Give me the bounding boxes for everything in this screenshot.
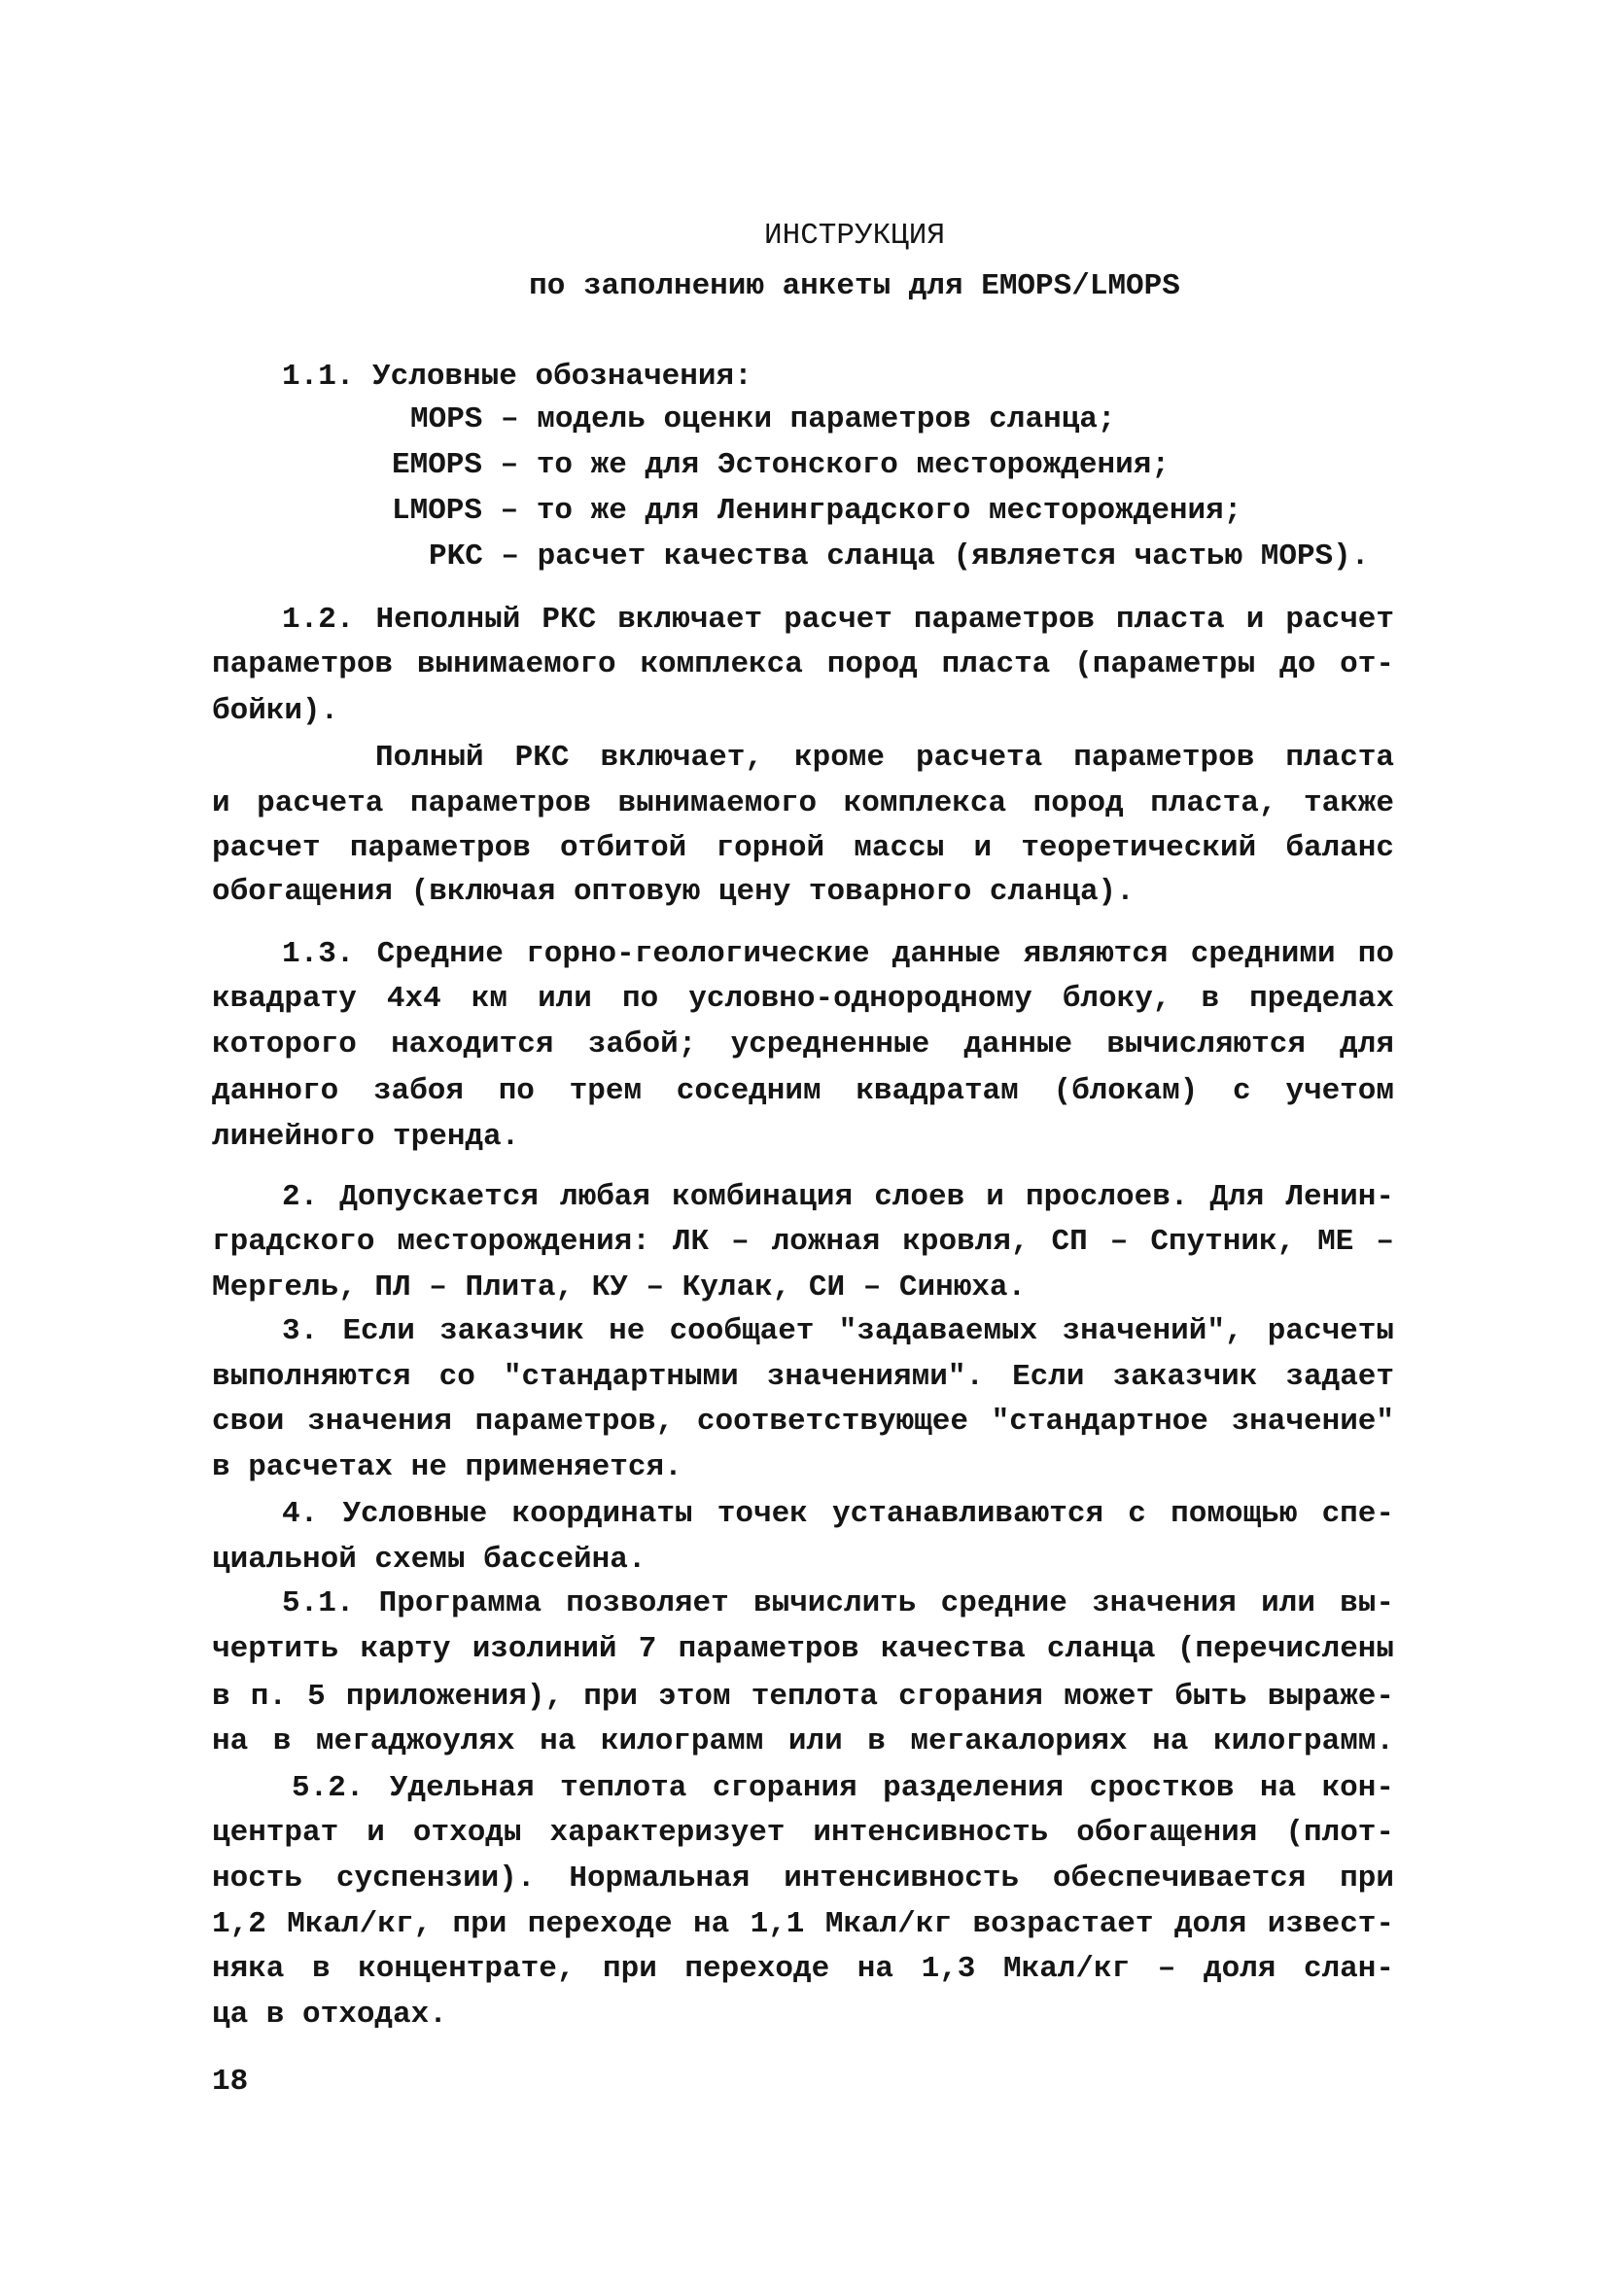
paragraph-line: обогащения (включая оптовую цену товарного сланца). [212,875,1135,909]
paragraph-line: Мергель, ПЛ – Плита, КУ – Кулак, СИ – Синюха. [212,1270,1027,1305]
paragraph-line: градского месторождения: ЛК – ложная кровля, СП – Спутник, МЕ – [212,1225,1394,1259]
paragraph-line: и расчета параметров вынимаемого комплекса пород пласта, также [212,786,1394,820]
paragraph-line: на в мегаджоулях на килограмм или в мегакалориях на килограмм. [212,1724,1394,1758]
paragraph-line: свои значения параметров, соответствующее "стандартное значение" [212,1405,1394,1439]
document-title: ИНСТРУКЦИЯ [763,219,946,253]
legend-item-pkc: PKC – расчет качества сланца (является частью MOPS). [429,539,1370,574]
paragraph-line: линейного тренда. [212,1120,520,1154]
paragraph-line: параметров вынимаемого комплекса пород пласта (параметры до от- [212,647,1394,681]
paragraph-line: данного забоя по трем соседним квадратам (блокам) с учетом [212,1074,1394,1108]
paragraph-line: Полный РКС включает, кроме расчета параметров пласта [375,741,1394,775]
legend-item-emops: EMOPS – то же для Эстонского месторождения; [392,448,1170,482]
legend-item-lmops: LMOPS – то же для Ленинградского месторождения; [392,494,1242,528]
paragraph-line: бойки). [212,694,339,728]
paragraph-line: в п. 5 приложения), при этом теплота сгорания может быть выраже- [212,1680,1394,1714]
paragraph-line: чертить карту изолиний 7 параметров качества сланца (перечислены [212,1632,1394,1666]
paragraph-line: 2. Допускается любая комбинация слоев и прослоев. Для Ленин- [282,1180,1394,1214]
paragraph-line: 5.2. Удельная теплота сгорания разделения сростков на кон- [292,1771,1394,1805]
paragraph-line: центрат и отходы характеризует интенсивность обогащения (плот- [212,1816,1394,1850]
paragraph-line: ца в отходах. [212,1998,447,2032]
section-1-1-heading: 1.1. Условные обозначения: [282,360,752,394]
paragraph-line: циальной схемы бассейна. [212,1543,647,1577]
paragraph-line: 4. Условные координаты точек устанавливаются с помощью спе- [282,1497,1394,1531]
paragraph-line: 1.2. Неполный РКС включает расчет параметров пласта и расчет [282,603,1394,637]
paragraph-line: 5.1. Программа позволяет вычислить средние значения или вы- [282,1586,1394,1620]
document-subtitle: по заполнению анкеты для EMOPS/LMOPS [529,269,1180,303]
paragraph-line: 1.3. Средние горно-геологические данные являются средними по [282,937,1394,971]
paragraph-line: ность суспензии). Нормальная интенсивность обеспечивается при [212,1861,1394,1896]
paragraph-line: выполняются со "стандартными значениями". Если заказчик задает [212,1360,1394,1394]
paragraph-line: в расчетах не применяется. [212,1450,682,1484]
paragraph-line: няка в концентрате, при переходе на 1,3 Мкал/кг – доля слан- [212,1952,1394,1986]
paragraph-line: которого находится забой; усредненные данные вычисляются для [212,1027,1394,1061]
paragraph-line: 3. Если заказчик не сообщает "задаваемых значений", расчеты [282,1314,1394,1348]
paragraph-line: квадрату 4х4 км или по условно-однородному блоку, в пределах [212,982,1394,1016]
page-number: 18 [212,2065,249,2099]
legend-item-mops: MOPS – модель оценки параметров сланца; [410,402,1116,436]
paragraph-line: расчет параметров отбитой горной массы и теоретический баланс [212,831,1394,865]
paragraph-line: 1,2 Мкал/кг, при переходе на 1,1 Мкал/кг возрастает доля извест- [212,1907,1394,1941]
